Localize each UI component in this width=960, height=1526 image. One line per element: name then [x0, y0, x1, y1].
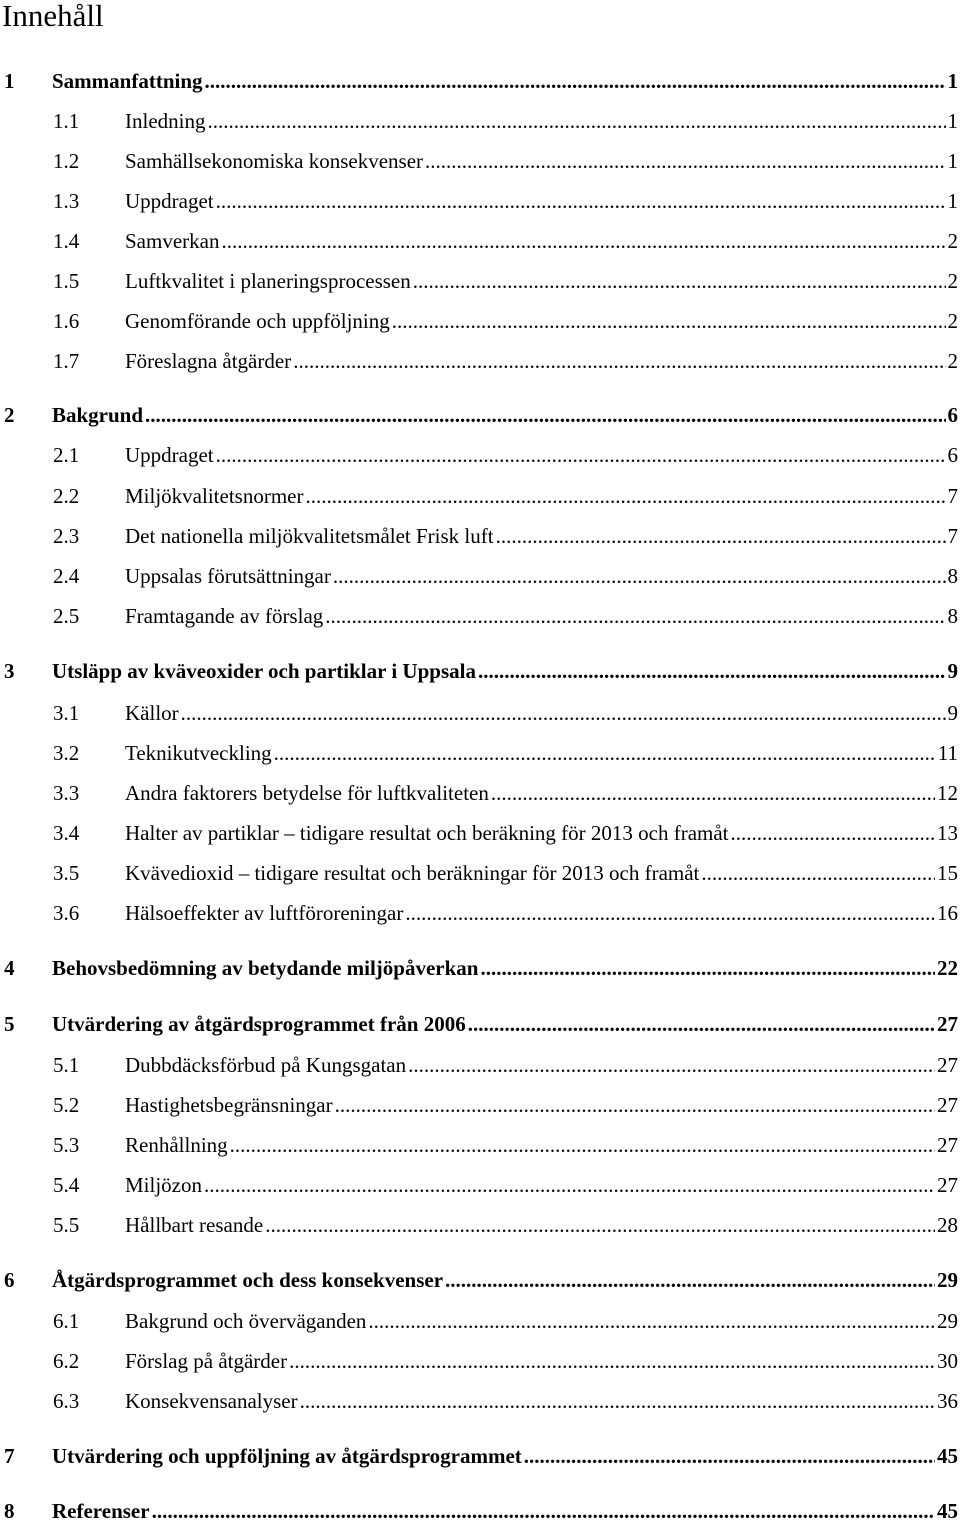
toc-entry-page-number: 1: [947, 109, 958, 133]
toc-entry-title: Referenser: [52, 1499, 150, 1523]
toc-entry-number: 3.6: [53, 901, 80, 925]
toc-entry-number: 1.5: [53, 269, 80, 293]
toc-dot-leader: [205, 66, 946, 96]
toc-dot-leader: [731, 818, 935, 848]
toc-entry-number: 2: [4, 403, 15, 427]
toc-dot-leader: [425, 146, 945, 176]
toc-entry-page-number: 22: [937, 956, 958, 980]
toc-dot-leader: [265, 1210, 935, 1240]
toc-entry-number: 6.1: [53, 1309, 80, 1333]
toc-entry-1-5[interactable]: [0, 266, 958, 296]
toc-entry-number: 2.3: [53, 524, 80, 548]
toc-entry-title: Miljökvalitetsnormer: [125, 484, 304, 508]
toc-entry-number: 4: [4, 956, 15, 980]
toc-entry-6-3[interactable]: [0, 1386, 958, 1416]
toc-entry-title: Utsläpp av kväveoxider och partiklar i Uppsala: [52, 659, 476, 683]
toc-entry-number: 5.4: [53, 1173, 80, 1197]
toc-entry-page-number: 15: [937, 861, 958, 885]
toc-entry-1-7[interactable]: [0, 346, 958, 376]
toc-entry-3-1[interactable]: [0, 698, 958, 728]
toc-entry-page-number: 7: [947, 484, 958, 508]
toc-entry-number: 8: [4, 1499, 15, 1523]
toc-dot-leader: [701, 858, 935, 888]
toc-entry-number: 1: [4, 69, 15, 93]
toc-entry-page-number: 6: [947, 443, 958, 467]
toc-dot-leader: [181, 698, 946, 728]
toc-entry-page-number: 27: [937, 1093, 958, 1117]
toc-entry-number: 1.7: [53, 349, 80, 373]
toc-entry-title: Renhållning: [125, 1133, 228, 1157]
toc-entry-number: 6: [4, 1268, 15, 1292]
toc-entry-number: 3.2: [53, 741, 80, 765]
toc-entry-title: Miljözon: [125, 1173, 202, 1197]
toc-entry-number: 3.3: [53, 781, 80, 805]
toc-entry-number: 1.4: [53, 229, 80, 253]
toc-dot-leader: [274, 738, 936, 768]
toc-entry-1-4[interactable]: [0, 226, 958, 256]
toc-entry-page-number: 9: [947, 659, 958, 683]
toc-dot-leader: [491, 778, 935, 808]
toc-entry-6-2[interactable]: [0, 1346, 958, 1376]
toc-entry-title: Dubbdäcksförbud på Kungsgatan: [125, 1053, 407, 1077]
toc-entry-title: Förslag på åtgärder: [125, 1349, 288, 1373]
toc-entry-7[interactable]: [0, 1441, 958, 1471]
toc-entry-page-number: 8: [947, 564, 958, 588]
toc-entry-page-number: 2: [947, 309, 958, 333]
toc-dot-leader: [496, 521, 946, 551]
toc-entry-1-2[interactable]: [0, 146, 958, 176]
toc-entry-5-4[interactable]: [0, 1170, 958, 1200]
toc-entry-3-5[interactable]: [0, 858, 958, 888]
toc-entry-1-3[interactable]: [0, 186, 958, 216]
toc-entry-2-2[interactable]: [0, 481, 958, 511]
toc-entry-number: 3.5: [53, 861, 80, 885]
toc-dot-leader: [289, 1346, 935, 1376]
toc-entry-number: 3: [4, 659, 15, 683]
toc-entry-page-number: 16: [937, 901, 958, 925]
toc-entry-number: 1.2: [53, 149, 80, 173]
toc-entry-title: Källor: [125, 701, 179, 725]
toc-entry-title: Utvärdering och uppföljning av åtgärdsprogrammet: [52, 1444, 522, 1468]
toc-entry-number: 5.5: [53, 1213, 80, 1237]
toc-entry-title: Uppdraget: [125, 189, 214, 213]
toc-entry-number: 2.2: [53, 484, 80, 508]
toc-dot-leader: [145, 400, 945, 430]
toc-entry-page-number: 1: [947, 69, 958, 93]
toc-entry-page-number: 1: [947, 189, 958, 213]
toc-entry-number: 6.2: [53, 1349, 80, 1373]
toc-entry-title: Det nationella miljökvalitetsmålet Frisk luft: [125, 524, 494, 548]
toc-entry-3-2[interactable]: [0, 738, 958, 768]
toc-dot-leader: [468, 1009, 935, 1039]
toc-dot-leader: [405, 898, 935, 928]
toc-entry-page-number: 8: [947, 604, 958, 628]
toc-entry-number: 2.4: [53, 564, 80, 588]
toc-dot-leader: [413, 266, 946, 296]
toc-entry-title: Samhällsekonomiska konsekvenser: [125, 149, 424, 173]
toc-entry-title: Framtagande av förslag: [125, 604, 324, 628]
toc-entry-page-number: 1: [947, 149, 958, 173]
toc-entry-3[interactable]: [0, 656, 958, 686]
toc-dot-leader: [480, 953, 935, 983]
toc-entry-title: Inledning: [125, 109, 206, 133]
toc-entry-page-number: 27: [937, 1012, 958, 1036]
toc-entry-6[interactable]: [0, 1265, 958, 1295]
toc-entry-title: Åtgärdsprogrammet och dess konsekvenser: [52, 1268, 444, 1292]
toc-entry-title: Hållbart resande: [125, 1213, 264, 1237]
toc-entry-page-number: 29: [937, 1268, 958, 1292]
toc-entry-title: Konsekvensanalyser: [125, 1389, 298, 1413]
toc-entry-page-number: 27: [937, 1133, 958, 1157]
toc-dot-leader: [478, 656, 946, 686]
toc-entry-2-5[interactable]: [0, 601, 958, 631]
toc-dot-leader: [408, 1050, 935, 1080]
toc-dot-leader: [300, 1386, 935, 1416]
toc-entry-title: Sammanfattning: [52, 69, 203, 93]
toc-entry-title: Uppdraget: [125, 443, 214, 467]
toc-entry-title: Behovsbedömning av betydande miljöpåverkan: [52, 956, 479, 980]
toc-entry-page-number: 29: [937, 1309, 958, 1333]
toc-entry-page-number: 27: [937, 1053, 958, 1077]
toc-entry-title: Bakgrund: [52, 403, 144, 427]
toc-entry-page-number: 45: [937, 1444, 958, 1468]
toc-entry-5-1[interactable]: [0, 1050, 958, 1080]
toc-entry-2-3[interactable]: [0, 521, 958, 551]
toc-entry-number: 5.3: [53, 1133, 80, 1157]
toc-entry-1[interactable]: [0, 66, 958, 96]
toc-entry-1-6[interactable]: [0, 306, 958, 336]
toc-entry-number: 3.4: [53, 821, 80, 845]
toc-entry-number: 5.1: [53, 1053, 80, 1077]
toc-dot-leader: [293, 346, 945, 376]
toc-entry-number: 6.3: [53, 1389, 80, 1413]
toc-dot-leader: [305, 481, 945, 511]
toc-dot-leader: [325, 601, 945, 631]
toc-entry-title: Uppsalas förutsättningar: [125, 564, 331, 588]
toc-entry-number: 2.5: [53, 604, 80, 628]
toc-heading: Innehåll: [2, 0, 104, 33]
toc-entry-5[interactable]: [0, 1009, 958, 1039]
toc-entry-page-number: 2: [947, 229, 958, 253]
toc-dot-leader: [524, 1441, 935, 1471]
toc-entry-5-3[interactable]: [0, 1130, 958, 1160]
toc-dot-leader: [445, 1265, 935, 1295]
toc-entry-page-number: 27: [937, 1173, 958, 1197]
toc-entry-title: Halter av partiklar – tidigare resultat och beräkning för 2013 och framåt: [125, 821, 729, 845]
toc-dot-leader: [333, 561, 946, 591]
toc-entry-page-number: 13: [937, 821, 958, 845]
toc-entry-page-number: 7: [947, 524, 958, 548]
toc-entry-3-4[interactable]: [0, 818, 958, 848]
toc-entry-5-5[interactable]: [0, 1210, 958, 1240]
toc-dot-leader: [216, 440, 946, 470]
toc-dot-leader: [207, 106, 945, 136]
toc-entry-3-6[interactable]: [0, 898, 958, 928]
toc-entry-page-number: 9: [947, 701, 958, 725]
toc-entry-2[interactable]: [0, 400, 958, 430]
toc-entry-1-1[interactable]: [0, 106, 958, 136]
toc-entry-page-number: 28: [937, 1213, 958, 1237]
toc-dot-leader: [335, 1090, 935, 1120]
toc-entry-number: 1.1: [53, 109, 80, 133]
toc-entry-title: Andra faktorers betydelse för luftkvaliteten: [125, 781, 489, 805]
toc-entry-number: 1.6: [53, 309, 80, 333]
toc-entry-title: Utvärdering av åtgärdsprogrammet från 2006: [52, 1012, 466, 1036]
toc-entry-title: Kvävedioxid – tidigare resultat och beräkningar för 2013 och framåt: [125, 861, 700, 885]
toc-dot-leader: [392, 306, 946, 336]
toc-dot-leader: [368, 1306, 935, 1336]
toc-entry-page-number: 2: [947, 269, 958, 293]
toc-dot-leader: [204, 1170, 935, 1200]
toc-entry-2-1[interactable]: [0, 440, 958, 470]
toc-entry-title: Hälsoeffekter av luftföroreningar: [125, 901, 404, 925]
toc-entry-2-4[interactable]: [0, 561, 958, 591]
toc-entry-title: Föreslagna åtgärder: [125, 349, 292, 373]
toc-entry-number: 2.1: [53, 443, 80, 467]
toc-entry-title: Genomförande och uppföljning: [125, 309, 390, 333]
toc-entry-number: 7: [4, 1444, 15, 1468]
toc-entry-page-number: 45: [937, 1499, 958, 1523]
toc-entry-title: Teknikutveckling: [125, 741, 272, 765]
toc-dot-leader: [216, 186, 946, 216]
toc-entry-6-1[interactable]: [0, 1306, 958, 1336]
toc-dot-leader: [230, 1130, 935, 1160]
toc-entry-title: Hastighetsbegränsningar: [125, 1093, 333, 1117]
toc-entry-number: 5: [4, 1012, 15, 1036]
toc-entry-title: Samverkan: [125, 229, 220, 253]
toc-entry-page-number: 6: [947, 403, 958, 427]
toc-entry-number: 1.3: [53, 189, 80, 213]
toc-entry-page-number: 36: [937, 1389, 958, 1413]
toc-dot-leader: [221, 226, 945, 256]
toc-entry-page-number: 2: [947, 349, 958, 373]
toc-entry-title: Bakgrund och överväganden: [125, 1309, 367, 1333]
toc-entry-3-3[interactable]: [0, 778, 958, 808]
toc-entry-5-2[interactable]: [0, 1090, 958, 1120]
toc-entry-title: Luftkvalitet i planeringsprocessen: [125, 269, 411, 293]
toc-entry-page-number: 30: [937, 1349, 958, 1373]
toc-entry-number: 3.1: [53, 701, 80, 725]
toc-entry-page-number: 11: [937, 741, 958, 765]
toc-entry-number: 5.2: [53, 1093, 80, 1117]
toc-entry-page-number: 12: [937, 781, 958, 805]
toc-entry-4[interactable]: [0, 953, 958, 983]
